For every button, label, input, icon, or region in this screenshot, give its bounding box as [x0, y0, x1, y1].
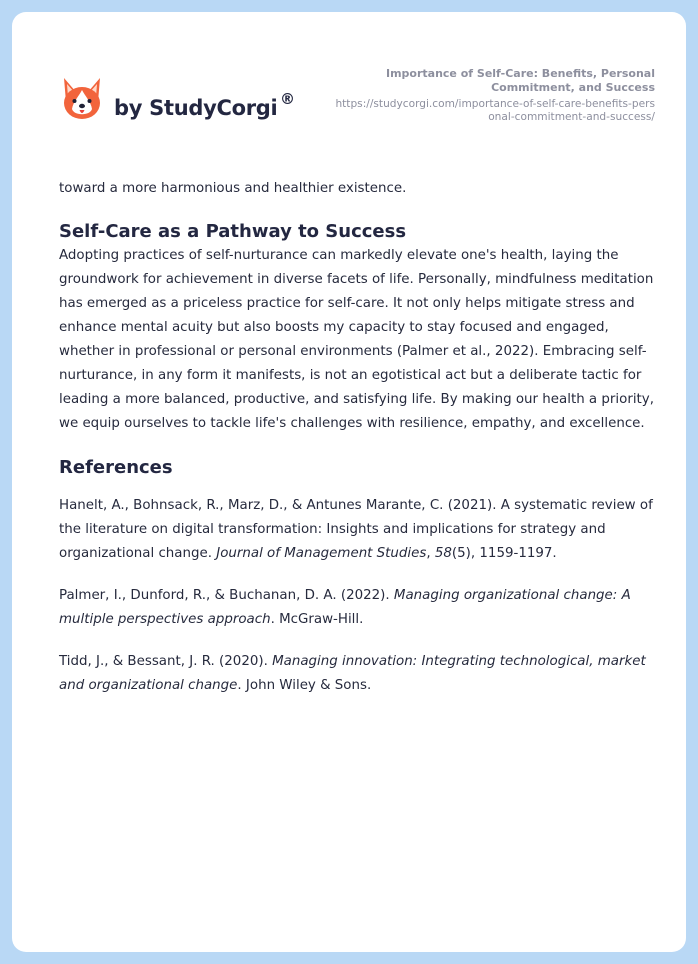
document-page	[12, 12, 686, 952]
reference-pages: (5), 1159-1197.	[451, 546, 557, 561]
brand-name: by StudyCorgi	[114, 96, 278, 120]
document-meta	[335, 67, 655, 124]
reference-publisher: . John Wiley & Sons.	[237, 678, 372, 693]
reference-item	[59, 650, 659, 698]
document-url[interactable]: https://studycorgi.com/importance-of-self-care-benefits-personal-commitment-and-success/	[335, 98, 655, 123]
document-content	[59, 177, 659, 716]
reference-text: Hanelt, A., Bohnsack, R., Marz, D., & Antunes Marante, C. (2021). A systematic review of the literature on digital transformation: Insights and implications for strategy and organizational change.	[59, 498, 653, 561]
references-list	[59, 494, 659, 698]
reference-volume: 58	[434, 546, 452, 561]
document-title: Importance of Self-Care: Benefits, Personal Commitment, and Success	[385, 67, 655, 94]
section-paragraph: Adopting practices of self-nurturance can markedly elevate one's health, laying the groundwork for achievement in diverse facets of life. Personally, mindfulness meditation has emerged as a priceless practice for self-care. It not only helps mitigate stress and enhance mental acuity but also boosts my capacity to stay focused and engaged, whether in professional or personal environments (Palmer et al., 2022). Embracing self-nurturance, in any form it manifests, is not an egotistical act but a deliberate tactic for leading a more balanced, productive, and satisfying life. By making our health a priority, we equip ourselves to tackle life's challenges with resilience, empathy, and excellence.	[59, 248, 654, 431]
reference-journal: Journal of Management Studies	[216, 546, 427, 561]
reference-text: Tidd, J., & Bessant, J. R. (2020).	[59, 654, 273, 669]
section-heading: Self-Care as a Pathway to Success	[59, 221, 407, 242]
references-heading: References	[59, 457, 173, 478]
registered-mark: ®	[280, 90, 295, 108]
reference-separator: ,	[426, 546, 435, 561]
reference-title: Managing innovation: Integrating technological, market and organizational change	[59, 654, 646, 693]
reference-item	[59, 494, 659, 566]
intro-paragraph-tail: toward a more harmonious and healthier existence.	[59, 181, 407, 196]
reference-title: Managing organizational change: A multiple perspectives approach	[59, 588, 631, 627]
corgi-logo-icon	[60, 76, 104, 122]
reference-publisher: . McGraw-Hill.	[270, 612, 364, 627]
reference-text: Palmer, I., Dunford, R., & Buchanan, D. A. (2022).	[59, 588, 394, 603]
reference-item	[59, 584, 659, 632]
